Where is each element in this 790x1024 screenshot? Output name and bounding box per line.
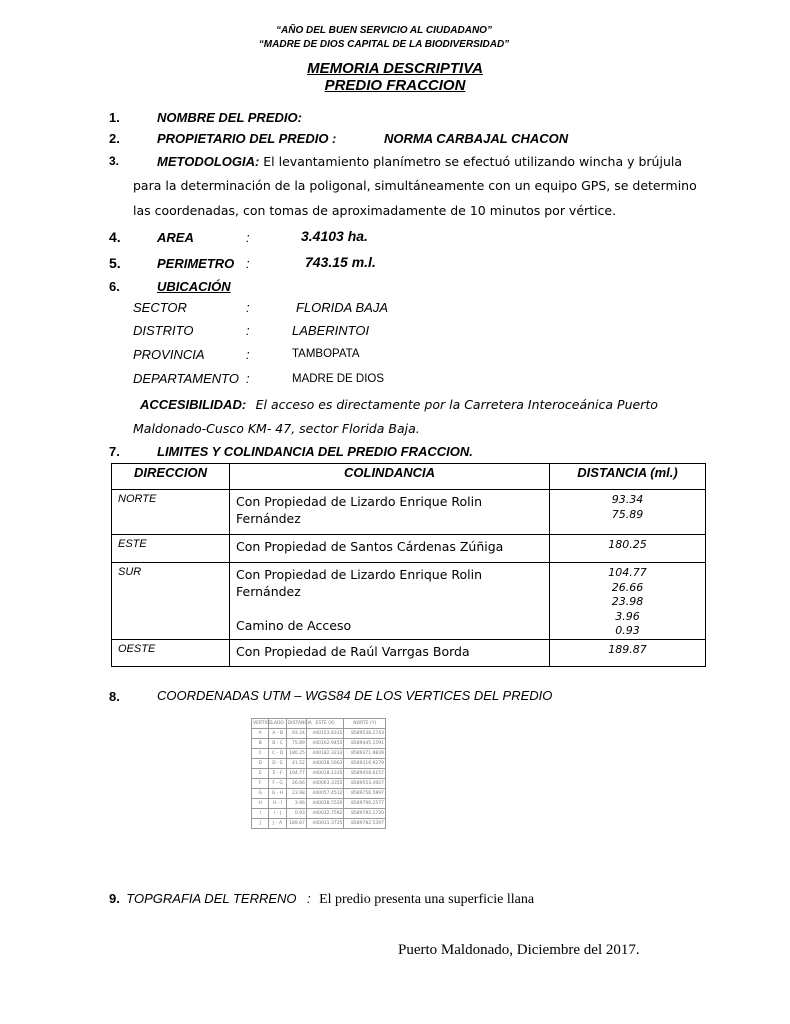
- location-label-province: PROVINCIA: [133, 347, 205, 362]
- colindancia-line: Camino de Acceso: [236, 618, 352, 633]
- location-sep-province: :: [246, 347, 250, 362]
- coordinates-cell: 3.96: [286, 799, 306, 809]
- coordinates-cell: 180.25: [286, 749, 306, 759]
- header-motto-1: “AÑO DEL BUEN SERVICIO AL CIUDADANO”: [276, 25, 492, 36]
- coordinates-cell: H - I: [269, 799, 286, 809]
- location-label-sector: SECTOR: [133, 300, 187, 315]
- access-text-1: El acceso es directamente por la Carretera Interoceánica Puerto: [255, 397, 658, 412]
- table-row: [252, 809, 386, 819]
- coordinates-header-cell: VERTICE: [252, 719, 269, 729]
- coordinates-cell: I: [252, 809, 269, 819]
- section-8-number: 8.: [109, 689, 120, 704]
- perimeter-separator: :: [246, 256, 250, 271]
- section-5-label: PERIMETRO: [157, 256, 235, 271]
- section-5-number: 5.: [109, 255, 121, 271]
- coordinates-cell: 104.77: [286, 769, 306, 779]
- colindancia-line: Con Propiedad de Santos Cárdenas Zúñiga: [236, 539, 504, 554]
- coordinates-cell: 440063.3355: [306, 779, 344, 789]
- document-subtitle: PREDIO FRACCION: [324, 77, 466, 94]
- coordinates-cell: G: [252, 789, 269, 799]
- section-6-label: UBICACIÓN: [157, 279, 231, 294]
- coordinates-cell: C - D: [269, 749, 286, 759]
- coordinates-cell: 8589371.9839: [344, 749, 386, 759]
- section-9-separator: :: [307, 891, 311, 906]
- table-row: [252, 729, 386, 739]
- distance-value: 26.66: [611, 580, 644, 594]
- coordinates-cell: 8589445.1591: [344, 739, 386, 749]
- distance-value: 3.96: [615, 609, 640, 623]
- table-row: [252, 779, 386, 789]
- distance-cell: [550, 639, 706, 667]
- table-row: [112, 563, 706, 640]
- coordinates-table: [251, 718, 386, 829]
- table-row: [252, 789, 386, 799]
- coordinates-cell: 41.52: [286, 759, 306, 769]
- direction-cell: OESTE: [112, 639, 230, 667]
- coordinates-header-cell: ESTE (X): [306, 719, 344, 729]
- section-7-label: LIMITES Y COLINDANCIA DEL PREDIO FRACCION.: [157, 444, 473, 459]
- terrain-description: El predio presenta una superficie llana: [319, 892, 535, 907]
- access-line-1: [140, 396, 658, 414]
- section-1-label: NOMBRE DEL PREDIO:: [157, 110, 302, 125]
- section-3-line-1: [157, 153, 682, 171]
- coordinates-cell: B: [252, 739, 269, 749]
- section-8-label: COORDENADAS UTM – WGS84 DE LOS VERTICES DEL PREDIO: [157, 688, 553, 703]
- boundaries-header-row: [112, 464, 706, 490]
- distance-value: 0.93: [615, 624, 640, 637]
- methodology-text-2: para la determinación de la poligonal, simultáneamente con un equipo GPS, se determino: [133, 178, 697, 193]
- distance-value: 75.89: [611, 507, 644, 521]
- distance-cell: [550, 563, 706, 640]
- table-row: [252, 739, 386, 749]
- location-value-district: LABERINTOI: [292, 323, 370, 338]
- distance-value: 23.98: [611, 595, 644, 608]
- coordinates-cell: J - A: [269, 819, 286, 829]
- table-row: [112, 535, 706, 563]
- table-row: [112, 639, 706, 667]
- location-value-department: MADRE DE DIOS: [292, 373, 385, 385]
- distance-value: 93.34: [611, 493, 644, 506]
- location-sep-sector: :: [246, 300, 250, 315]
- access-label: ACCESIBILIDAD:: [140, 397, 247, 412]
- distance-cell: [550, 490, 706, 535]
- table-row: [252, 819, 386, 829]
- place-and-date: Puerto Maldonado, Diciembre del 2017.: [398, 942, 640, 958]
- coordinates-cell: 8589782.5397: [344, 819, 386, 829]
- direction-cell: ESTE: [112, 535, 230, 563]
- section-4-number: 4.: [109, 229, 121, 245]
- section-1-number: 1.: [109, 110, 120, 125]
- section-2-label: PROPIETARIO DEL PREDIO :: [157, 131, 337, 146]
- section-9-line: [109, 890, 534, 908]
- header-direction: DIRECCION: [112, 464, 230, 490]
- coordinates-cell: 26.66: [286, 779, 306, 789]
- perimeter-value: 743.15 m.l.: [305, 254, 376, 270]
- table-row: [252, 749, 386, 759]
- colindancia-line: Con Propiedad de Lizardo Enrique Rolin Fernández: [236, 494, 483, 526]
- coordinates-cell: F - G: [269, 779, 286, 789]
- coordinates-cell: 0.93: [286, 809, 306, 819]
- document-title: MEMORIA DESCRIPTIVA: [307, 60, 483, 77]
- header-colindancia: COLINDANCIA: [230, 464, 550, 490]
- coordinates-header-cell: NORTE (Y): [344, 719, 386, 729]
- access-text-2: Maldonado-Cusco KM- 47, sector Florida Baja.: [133, 421, 420, 436]
- coordinates-cell: 8589538.2743: [344, 729, 386, 739]
- coordinates-header-cell: LADO: [269, 719, 286, 729]
- coordinates-cell: 8589756.5897: [344, 789, 386, 799]
- coordinates-cell: 440018.5663: [306, 759, 344, 769]
- boundaries-table: [111, 463, 706, 667]
- coordinates-cell: 440153.8311: [306, 729, 344, 739]
- coordinates-cell: I - J: [269, 809, 286, 819]
- methodology-text-3: las coordenadas, con tomas de aproximadamente de 10 minutos por vértice.: [133, 203, 617, 218]
- coordinates-cell: 440182.3233: [306, 749, 344, 759]
- location-value-sector: FLORIDA BAJA: [296, 300, 388, 315]
- section-6-number: 6.: [109, 279, 120, 294]
- table-row: [112, 490, 706, 535]
- colindancia-cell: [230, 563, 550, 640]
- table-row: [252, 799, 386, 809]
- location-value-province: TAMBOPATA: [292, 348, 360, 360]
- header-distance: DISTANCIA (ml.): [550, 464, 706, 490]
- section-3-number: 3.: [109, 154, 120, 168]
- section-4-label: AREA: [157, 230, 194, 245]
- coordinates-cell: G - H: [269, 789, 286, 799]
- distance-value: 104.77: [608, 566, 647, 579]
- location-sep-department: :: [246, 371, 250, 386]
- direction-cell: NORTE: [112, 490, 230, 535]
- colindancia-cell: [230, 490, 550, 535]
- colindancia-cell: [230, 639, 550, 667]
- area-value: 3.4103 ha.: [301, 228, 368, 244]
- coordinates-cell: D: [252, 759, 269, 769]
- location-label-district: DISTRITO: [133, 323, 194, 338]
- location-label-department: DEPARTAMENTO: [133, 371, 239, 386]
- coordinates-cell: D - E: [269, 759, 286, 769]
- direction-cell: SUR: [112, 563, 230, 640]
- distance-cell: [550, 535, 706, 563]
- coordinates-cell: 93.34: [286, 729, 306, 739]
- coordinates-header-cell: DISTANCIA: [286, 719, 306, 729]
- coordinates-cell: 75.89: [286, 739, 306, 749]
- owner-name: NORMA CARBAJAL CHACON: [384, 131, 569, 146]
- coordinates-cell: 8589553.4927: [344, 779, 386, 789]
- section-9-number: 9.: [109, 891, 120, 906]
- colindancia-cell: [230, 535, 550, 563]
- coordinates-cell: A: [252, 729, 269, 739]
- coordinates-cell: E - F: [269, 769, 286, 779]
- methodology-text-1: El levantamiento planímetro se efectuó utilizando wincha y brújula: [259, 154, 682, 169]
- coordinates-cell: C: [252, 749, 269, 759]
- coordinates-cell: B - C: [269, 739, 286, 749]
- header-motto-2: “MADRE DE DIOS CAPITAL DE LA BIODIVERSIDAD”: [258, 39, 510, 50]
- coordinates-cell: H: [252, 799, 269, 809]
- coordinates-cell: 440057.4512: [306, 789, 344, 799]
- coordinates-cell: 440031.3725: [306, 819, 344, 829]
- coordinates-cell: 8589316.9279: [344, 759, 386, 769]
- coordinates-cell: 8589790.2577: [344, 799, 386, 809]
- table-row: [252, 769, 386, 779]
- colindancia-line: Con Propiedad de Lizardo Enrique Rolin Fernández: [236, 567, 483, 599]
- location-sep-district: :: [246, 323, 250, 338]
- coordinates-header-row: [252, 719, 386, 729]
- coordinates-cell: A - B: [269, 729, 286, 739]
- coordinates-cell: J: [252, 819, 269, 829]
- coordinates-cell: F: [252, 779, 269, 789]
- coordinates-cell: 23.98: [286, 789, 306, 799]
- area-separator: :: [246, 230, 250, 245]
- coordinates-cell: 440018.1335: [306, 769, 344, 779]
- colindancia-line: Con Propiedad de Raúl Varrgas Borda: [236, 643, 470, 659]
- colindancia-line: [236, 600, 549, 617]
- section-3-label: METODOLOGIA:: [157, 154, 260, 169]
- coordinates-cell: 440032.7592: [306, 809, 344, 819]
- coordinates-cell: 440018.5526: [306, 799, 344, 809]
- distance-value: 189.87: [608, 642, 647, 656]
- section-2-number: 2.: [109, 131, 120, 146]
- distance-value: 180.25: [608, 538, 647, 551]
- coordinates-cell: E: [252, 769, 269, 779]
- coordinates-cell: 8589782.1720: [344, 809, 386, 819]
- section-9-label: TOPGRAFIA DEL TERRENO: [126, 891, 297, 906]
- coordinates-cell: 440162.9455: [306, 739, 344, 749]
- coordinates-cell: 8589458.6157: [344, 769, 386, 779]
- section-7-number: 7.: [109, 444, 120, 459]
- coordinates-cell: 189.87: [286, 819, 306, 829]
- table-row: [252, 759, 386, 769]
